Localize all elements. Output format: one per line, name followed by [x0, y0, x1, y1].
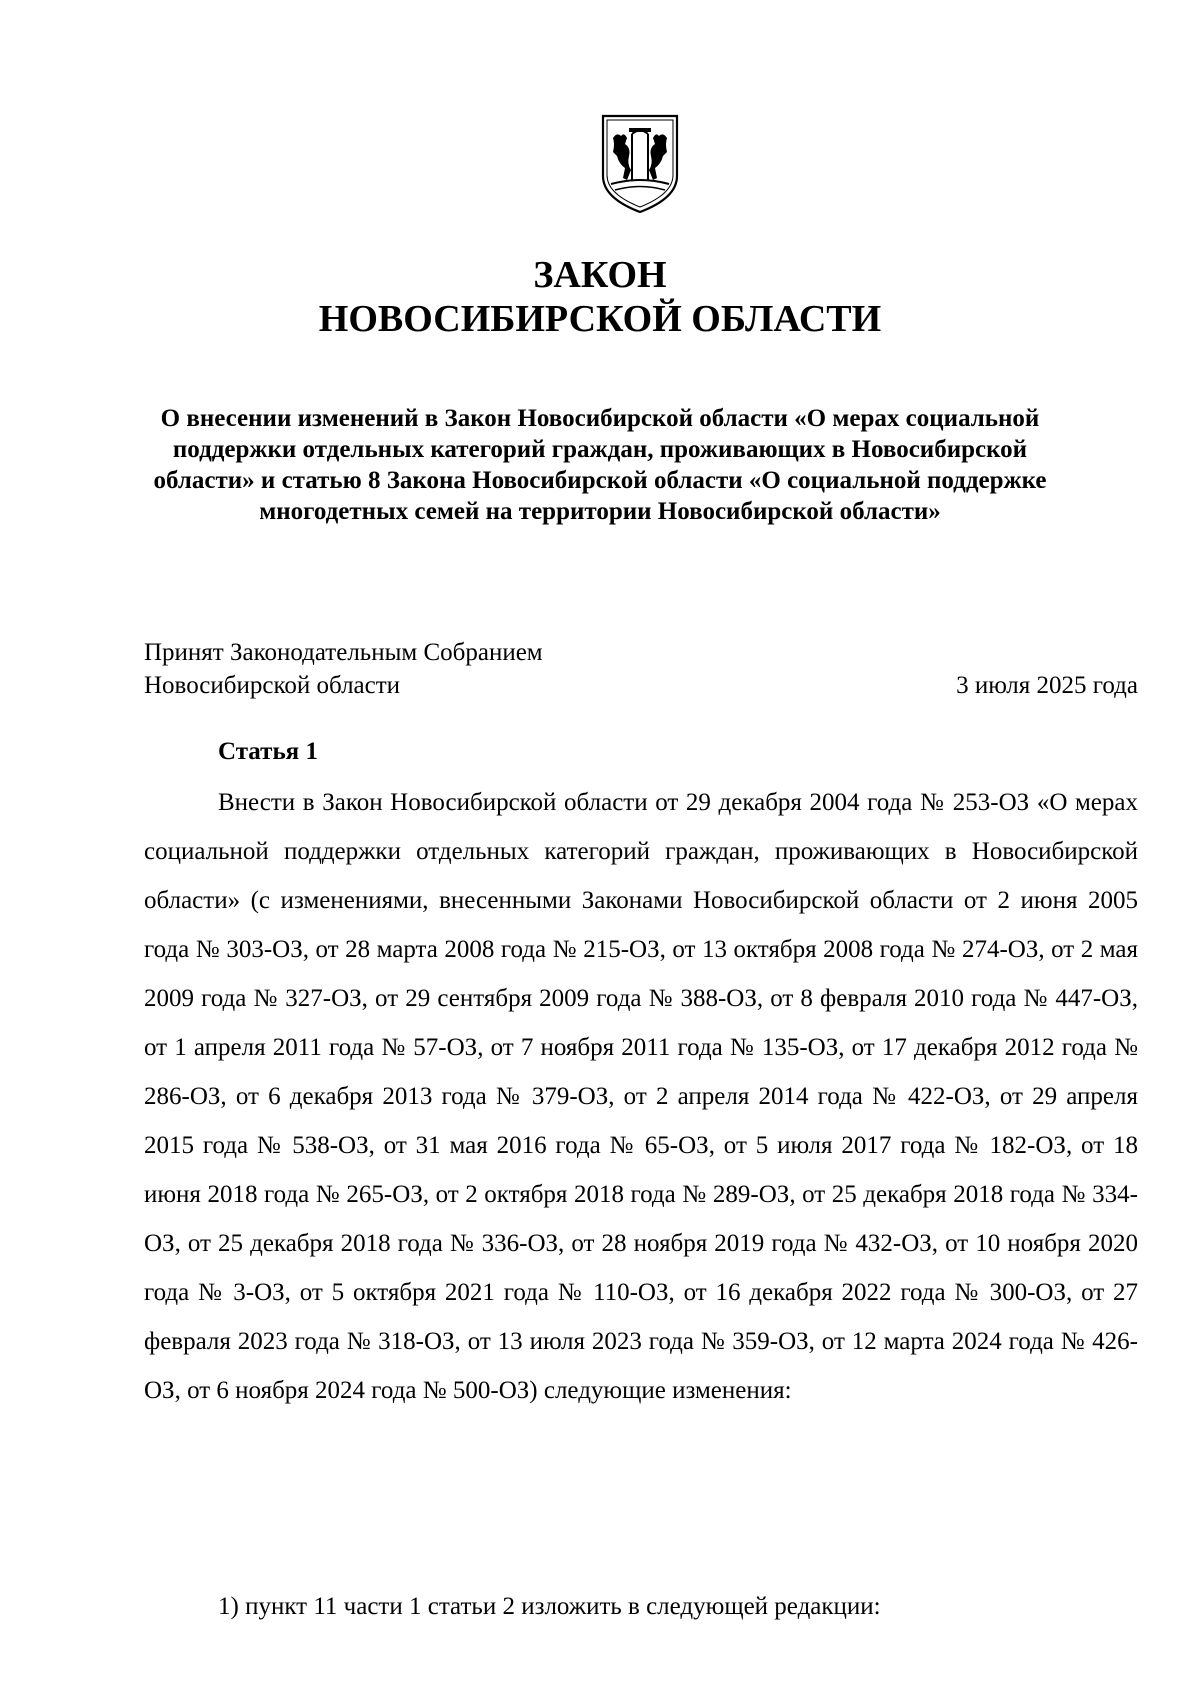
law-title: ЗАКОН — [533, 254, 667, 296]
article-heading: Статья 1 — [218, 738, 318, 765]
region-title: НОВОСИБИРСКОЙ ОБЛАСТИ — [318, 298, 882, 340]
article-body: Внести в Закон Новосибирской области от 29 декабря 2004 года № 253-ОЗ «О мерах социальной поддержки отдельных категорий граждан, проживающих в Новосибирской области» (с изменениями, внесенными Законами Новосибирской области от 2 июня 2005 года № 303-ОЗ, от 28 марта 2008 года № 215-ОЗ, от 13 октября 2008 года № 274-ОЗ, от 2 мая 2009 года № 327-ОЗ, от 29 сентября 2009 года № 388-ОЗ, от 8 февраля 2010 года № 447-ОЗ, от 1 апреля 2011 года № 57-ОЗ, от 7 ноября 2011 года № 135-ОЗ, от 17 декабря 2012 года № 286-ОЗ, от 6 декабря 2013 года № 379-ОЗ, от 2 апреля 2014 года № 422-ОЗ, от 29 апреля 2015 года № 538-ОЗ, от 31 мая 2016 года № 65-ОЗ, от 5 июля 2017 года № 182-ОЗ, от 18 июня 2018 года № 265-ОЗ, от 2 октября 2018 года № 289-ОЗ, от 25 декабря 2018 года № 334-ОЗ, от 25 декабря 2018 года № 336-ОЗ, от 28 ноября 2019 года № 432-ОЗ, от 10 ноября 2020 года № 3-ОЗ, от 5 октября 2021 года № 110-ОЗ, от 16 декабря 2022 года № 300-ОЗ, от 27 февраля 2023 года № 318-ОЗ, от 13 июля 2023 года № 359-ОЗ, от 12 марта 2024 года № 426-ОЗ, от 6 ноября 2024 года № 500-ОЗ) следующие изменения: — [144, 789, 1138, 1404]
adoption-info — [144, 636, 543, 702]
coat-of-arms-icon — [599, 114, 681, 214]
adoption-line-2: Новосибирской области — [144, 672, 401, 699]
adoption-line-1: Принят Законодательным Собранием — [144, 639, 543, 666]
law-subtitle: О внесении изменений в Закон Новосибирской области «О мерах социальной поддержки отдельных категорий граждан, проживающих в Новосибирской области» и статью 8 Закона Новосибирской области «О социальной поддержке многодетных семей на территории Новосибирской области» — [153, 405, 1047, 525]
article-item-1: 1) пункт 11 части 1 статьи 2 изложить в следующей редакции: — [218, 1593, 881, 1620]
adoption-date: 3 июля 2025 года — [956, 672, 1138, 699]
